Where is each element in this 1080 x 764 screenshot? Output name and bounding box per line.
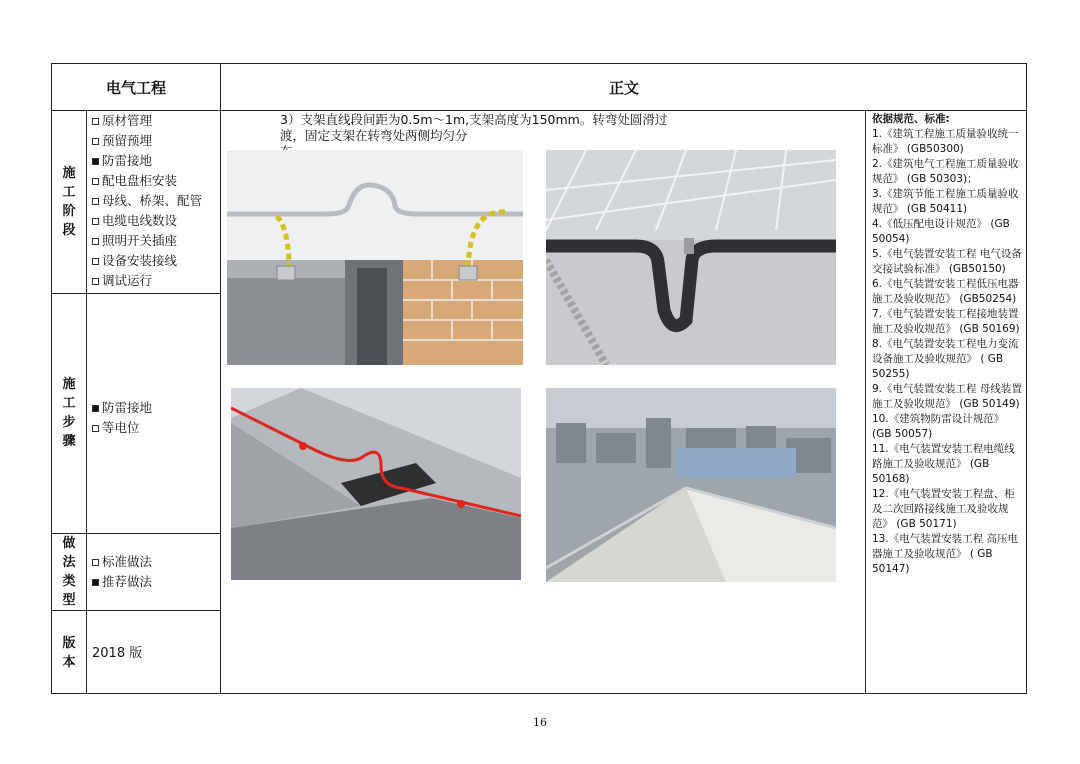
type-option[interactable] [92,572,152,592]
stage-option[interactable] [92,111,202,131]
label-construction-stage [52,110,86,293]
reference-item: 11.《电气装置安装工程电缆线路施工及验收规范》 (GB 50168) [872,443,1015,485]
photo-lightning-strap-render [231,388,521,580]
reference-item: 1.《建筑工程施工质量验收统一标准》 (GB50300) [872,128,1019,155]
label-char: 工 [62,184,76,200]
page-number: 16 [533,716,547,729]
stage-option[interactable] [92,171,202,191]
checkbox-checked-icon[interactable] [92,579,99,586]
option-label: 配电盘柜安装 [102,173,178,188]
label-method-type [52,533,86,610]
checkbox-icon[interactable] [92,559,99,566]
label-char: 阶 [62,203,76,219]
header-electrical: 电气工程 [105,78,166,97]
checkbox-icon[interactable] [92,218,99,225]
option-label: 照明开关插座 [102,233,178,248]
photo-rooftop-parapet [546,388,836,582]
label-char: 施 [62,165,76,181]
reference-title: 依据规范、标准: [872,113,950,125]
option-label: 标准做法 [102,554,153,569]
label-char: 施 [62,377,76,392]
header-main-text: 正文 [608,78,639,97]
photo-wall-expansion-joint [227,150,523,365]
option-label: 防雷接地 [102,400,153,415]
option-label: 等电位 [102,420,140,435]
step-options [92,398,152,438]
photo-roof-conductor-bend [546,150,836,365]
reference-item: 7.《电气装置安装工程接地装置施工及验收规范》 (GB 50169) [872,308,1020,335]
spec-table [51,63,1027,694]
divider [86,110,87,693]
reference-item: 2.《建筑电气工程施工质量验收规范》 (GB 50303)； [872,158,1019,185]
option-label: 预留预埋 [102,133,153,148]
reference-item: 4.《低压配电设计规范》 (GB 50054) [872,218,1010,245]
option-label: 电缆电线数设 [102,213,178,228]
stage-option[interactable] [92,231,202,251]
option-label: 调试运行 [102,273,153,288]
reference-item: 6.《电气装置安装工程低压电器施工及验收规范》 (GB50254) [872,278,1019,305]
label-char: 骤 [62,434,76,449]
checkbox-checked-icon[interactable] [92,158,99,165]
reference-item: 13.《电气装置安装工程 高压电器施工及验收规范》 ( GB 50147) [872,533,1019,575]
label-char: 法 [62,554,76,570]
step-option[interactable] [92,398,152,418]
checkbox-icon[interactable] [92,278,99,285]
reference-item: 3.《建筑节能工程施工质量验收规范》 (GB 50411) [872,188,1019,215]
type-option[interactable] [92,552,152,572]
stage-option[interactable] [92,271,202,291]
divider [865,110,866,693]
label-char: 段 [62,222,76,238]
option-label: 原材管理 [102,113,153,128]
reference-item: 12.《电气装置安装工程盘、柜及二次回路接线施工及验收规范》 (GB 50171) [872,488,1015,530]
checkbox-icon[interactable] [92,178,99,185]
label-char: 型 [62,592,76,608]
step-option[interactable] [92,418,152,438]
option-label: 母线、桥架、配管 [102,193,203,208]
label-char: 本 [62,654,76,670]
reference-item: 5.《电气装置安装工程 电气设备交接试验标准》 (GB50150) [872,248,1022,275]
divider [220,64,221,693]
stage-option[interactable] [92,251,202,271]
body-line: 3）支架直线段间距为0.5m～1m,支架高度为150mm。转弯处圆滑过渡，固定支架在转弯处两侧均匀分 [280,112,668,143]
stage-option[interactable] [92,151,202,171]
label-char: 工 [62,396,76,411]
version-value: 2018 版 [92,646,143,661]
checkbox-icon[interactable] [92,198,99,205]
checkbox-icon[interactable] [92,138,99,145]
checkbox-icon[interactable] [92,258,99,265]
reference-item: 10.《建筑物防雷设计规范》 (GB 50057) [872,413,1005,440]
reference-item: 8.《电气装置安装工程电力变流设备施工及验收规范》 ( GB 50255) [872,338,1019,380]
checkbox-icon[interactable] [92,425,99,432]
checkbox-icon[interactable] [92,238,99,245]
checkbox-checked-icon[interactable] [92,405,99,412]
stage-options [92,111,202,291]
reference-item: 9.《电气装置安装工程 母线装置施工及验收规范》 (GB 50149) [872,383,1022,410]
stage-option[interactable] [92,211,202,231]
stage-option[interactable] [92,191,202,211]
stage-option[interactable] [92,131,202,151]
option-label: 防雷接地 [102,153,153,168]
option-label: 推荐做法 [102,574,153,589]
label-version [52,610,86,695]
option-label: 设备安装接线 [102,253,178,268]
reference-list [872,112,1022,577]
checkbox-icon[interactable] [92,118,99,125]
label-char: 步 [62,415,76,430]
label-char: 做 [62,535,76,551]
type-options [92,552,152,592]
label-char: 类 [62,573,76,589]
label-construction-step [52,293,86,533]
label-char: 版 [62,635,76,651]
